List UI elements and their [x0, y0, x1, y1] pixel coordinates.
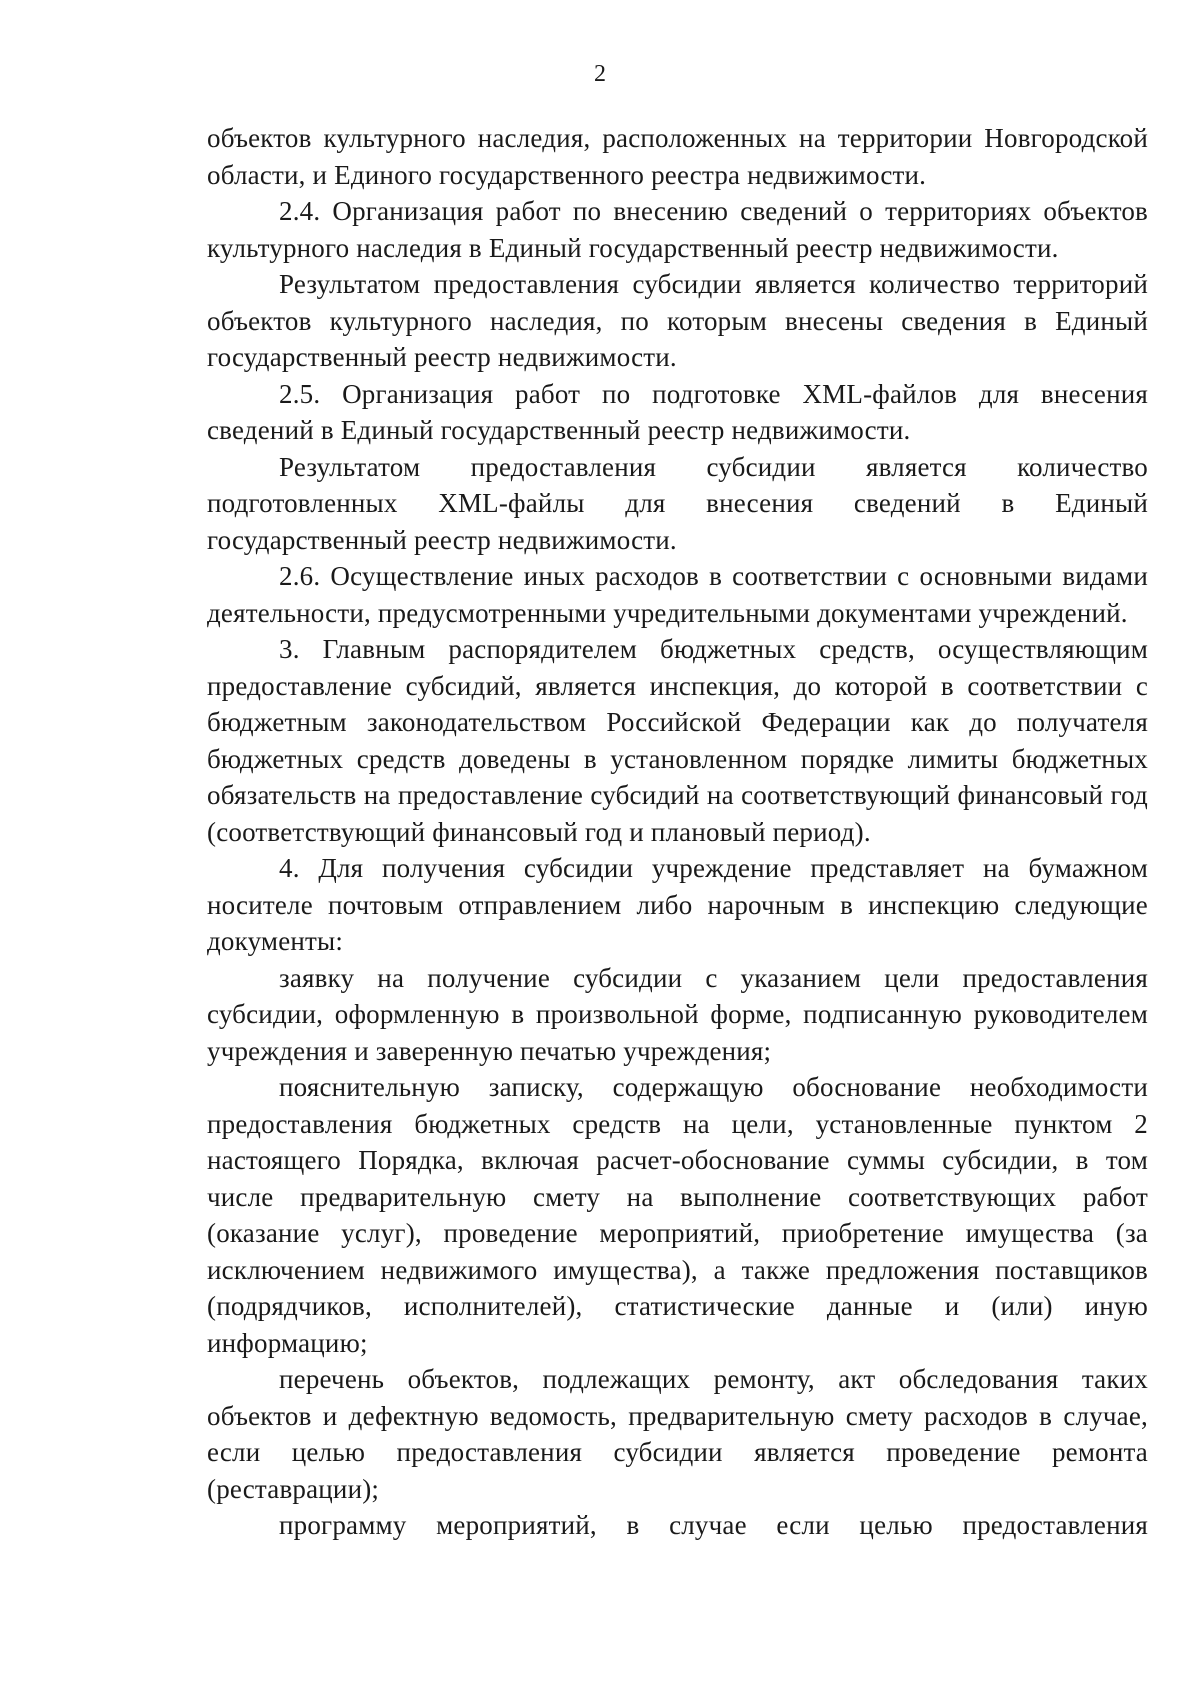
paragraph-4-application: заявку на получение субсидии с указанием цели предоставления субсидии, оформленную в произвольной форме, подписанную руководителем учреждения и заверенную печатью учреждения; [207, 962, 1148, 1066]
paragraph-2-6: 2.6. Осуществление иных расходов в соответствии с основными видами деятельности, предусмотренными учредительными документами учреждений. [207, 561, 1148, 628]
paragraph-3: 3. Главным распорядителем бюджетных средств, осуществляющим предоставление субсидий, является инспекция, до которой в соответствии с бюджетным законодательством Российской Федерации как до получателя бюджетных средств доведены в установленном порядке лимиты бюджетных обязательств на предоставление субсидий на соответствующий финансовый год (соответствующий финансовый год и плановый период). [207, 634, 1148, 847]
paragraph-4-explanatory-note: пояснительную записку, содержащую обоснование необходимости предоставления бюджетных средств на цели, установленные пунктом 2 настоящего Порядка, включая расчет-обоснование суммы субсидии, в том числе предварительную смету на выполнение соответствующих работ (оказание услуг), проведение мероприятий, приобретение имущества (за исключением недвижимого имущества), а также предложения поставщиков (подрядчиков, исполнителей), статистические данные и (или) иную информацию; [207, 1072, 1148, 1358]
paragraph-2-5-result: Результатом предоставления субсидии является количество подготовленных XML-файлы для внесения сведений в Единый государственный реестр недвижимости. [207, 451, 1148, 555]
paragraph-2-5: 2.5. Организация работ по подготовке XML-файлов для внесения сведений в Единый государственный реестр недвижимости. [207, 378, 1148, 445]
paragraph-4-objects-list: перечень объектов, подлежащих ремонту, акт обследования таких объектов и дефектную ведомость, предварительную смету расходов в случае, если целью предоставления субсидии является проведение ремонта (реставрации); [207, 1364, 1148, 1504]
document-body [207, 120, 1148, 1544]
page-number: 2 [594, 61, 606, 87]
paragraph-continuation: объектов культурного наследия, расположенных на территории Новгородской области, и Единого государственного реестра недвижимости. [207, 123, 1148, 190]
paragraph-2-4: 2.4. Организация работ по внесению сведений о территориях объектов культурного наследия в Единый государственный реестр недвижимости. [207, 196, 1148, 263]
paragraph-4: 4. Для получения субсидии учреждение представляет на бумажном носителе почтовым отправлением либо нарочным в инспекцию следующие документы: [207, 853, 1148, 956]
paragraph-2-4-result: Результатом предоставления субсидии является количество территорий объектов культурного наследия, по которым внесены сведения в Единый государственный реестр недвижимости. [207, 269, 1148, 372]
paragraph-4-program: программу мероприятий, в случае если целью предоставления [279, 1510, 1148, 1540]
